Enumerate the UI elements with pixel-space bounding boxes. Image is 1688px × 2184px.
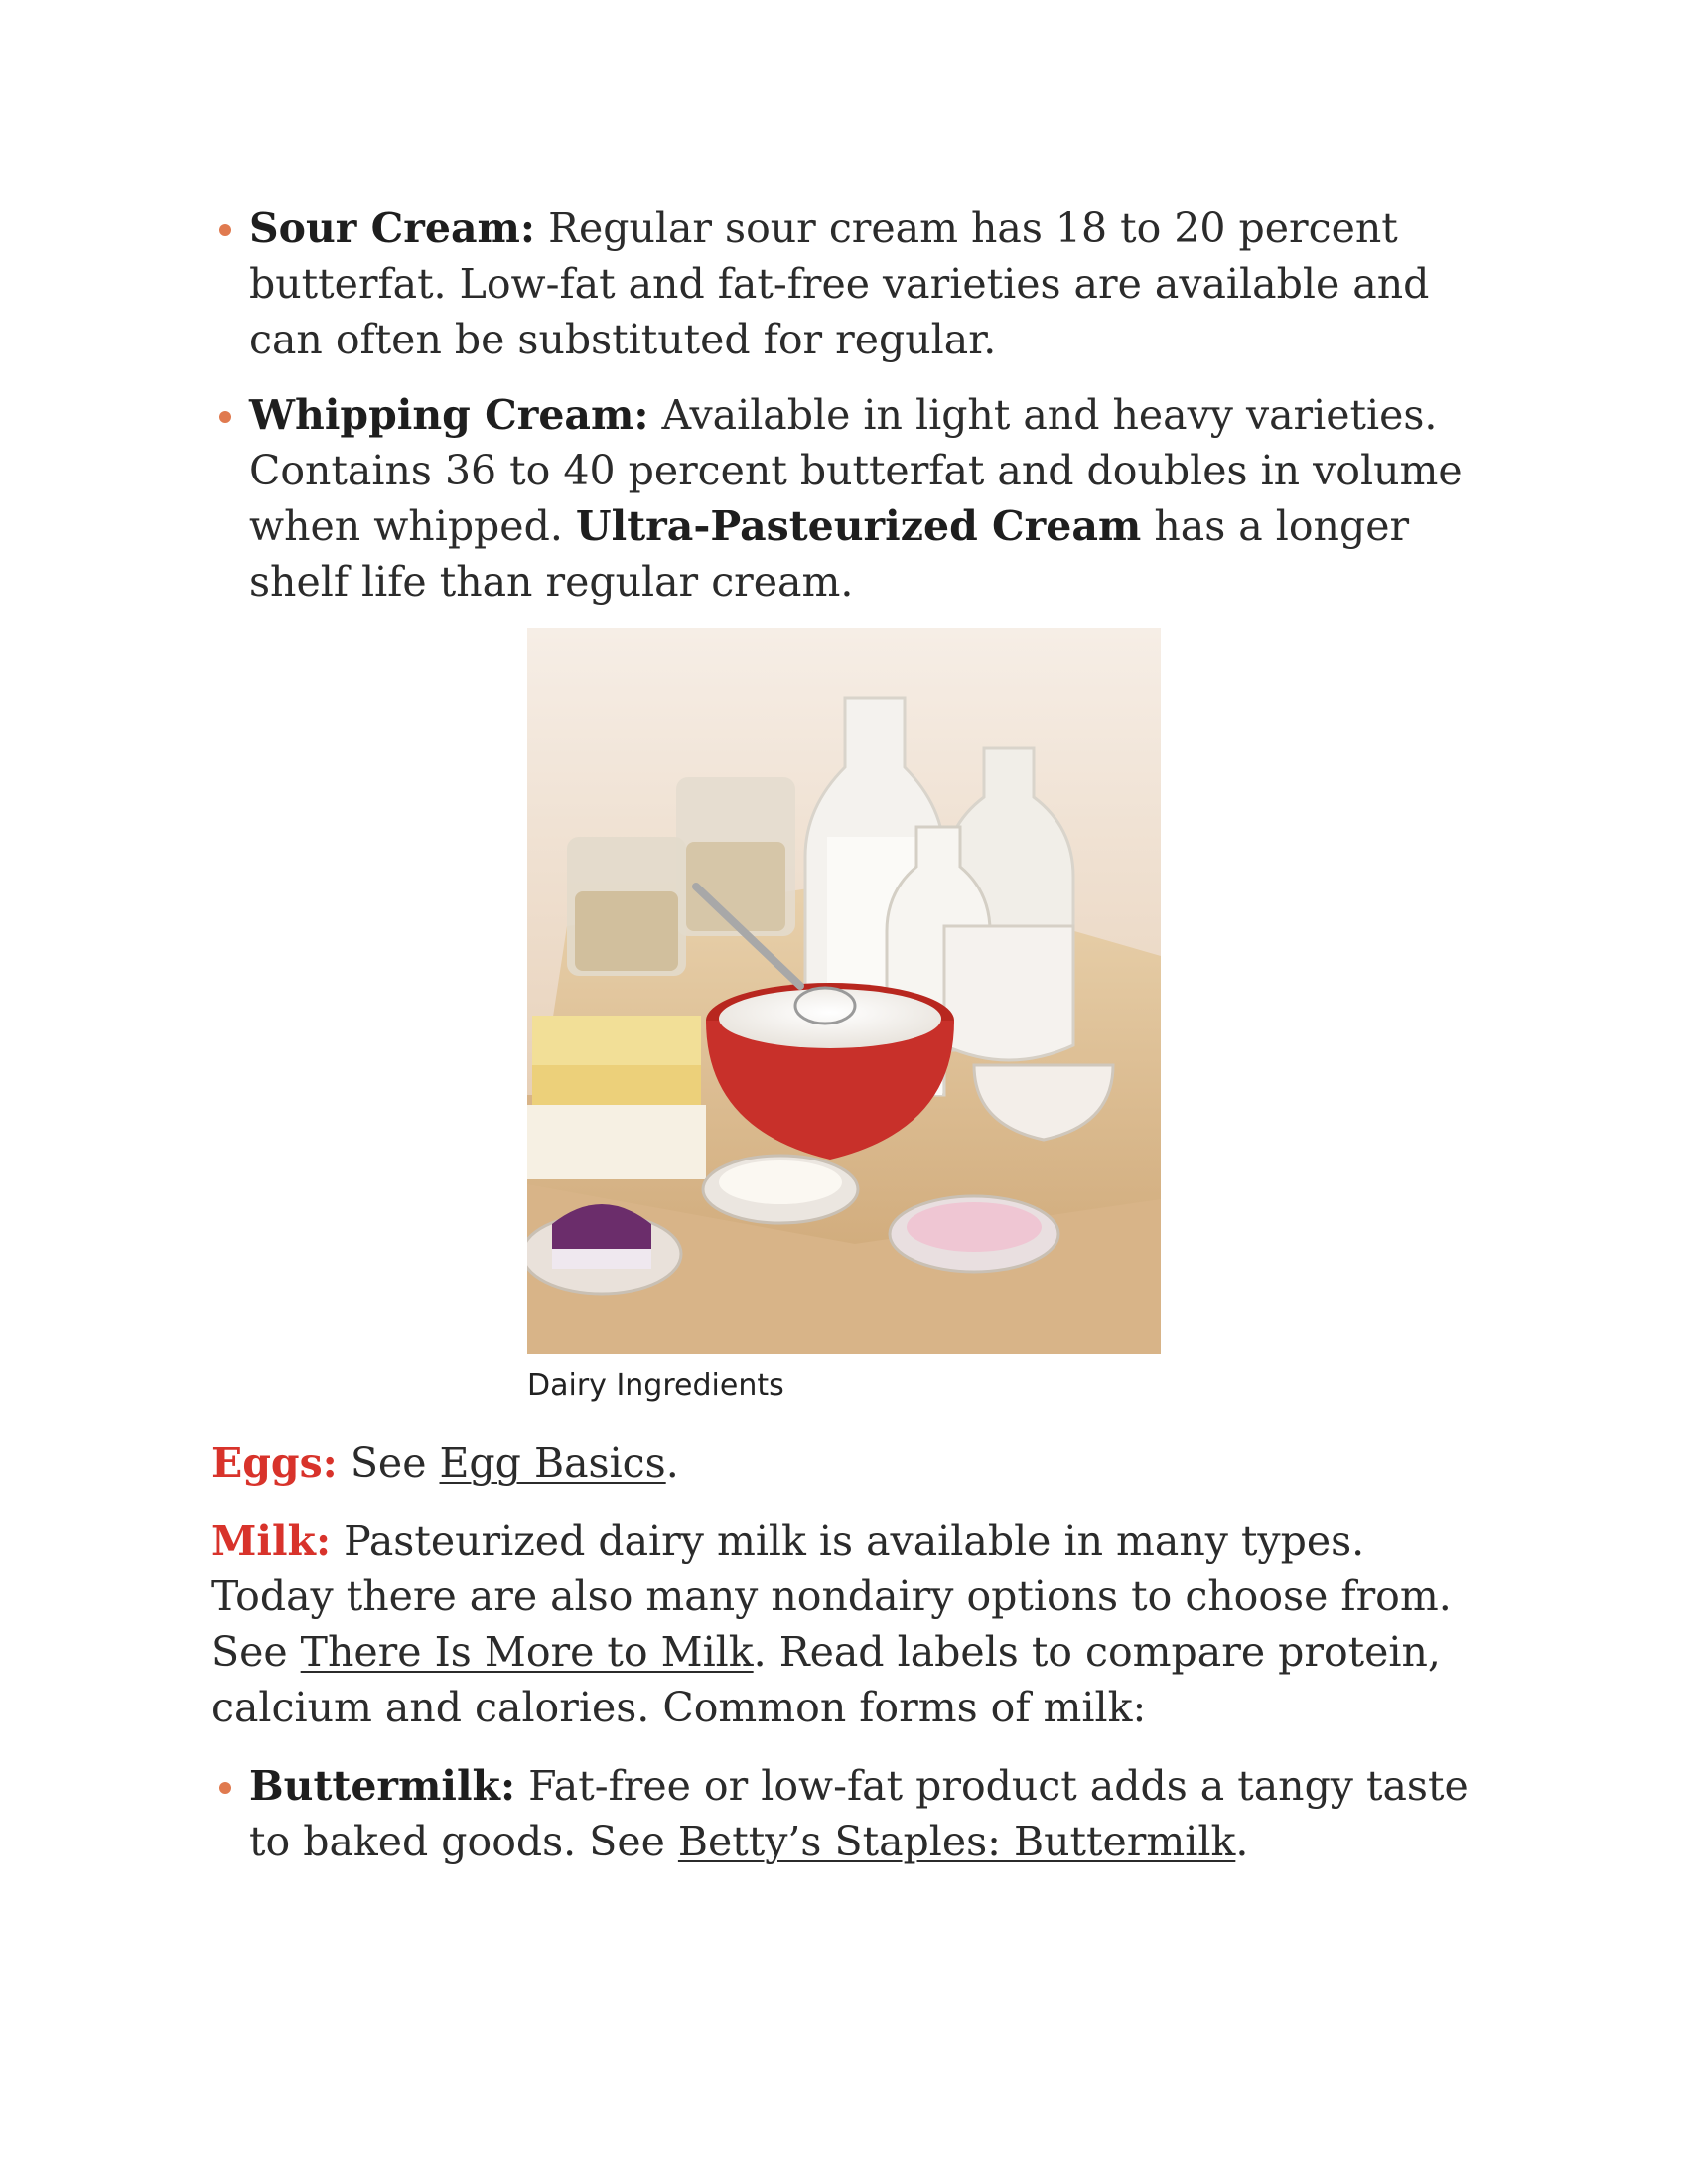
term-eggs: Eggs: xyxy=(211,1439,338,1487)
bullet-icon xyxy=(219,1782,231,1794)
term-sour-cream: Sour Cream: xyxy=(249,205,536,252)
egg-basics-link[interactable]: Egg Basics xyxy=(439,1439,666,1487)
figure-caption: Dairy Ingredients xyxy=(527,1368,784,1403)
dairy-ingredients-photo xyxy=(527,628,1161,1354)
buttermilk-end: . xyxy=(1235,1818,1249,1865)
term-whipping-cream: Whipping Cream: xyxy=(249,391,649,439)
eggs-text: See xyxy=(337,1439,440,1487)
eggs-paragraph xyxy=(211,1435,1492,1491)
list-item-sour-cream xyxy=(249,201,1500,367)
milk-text-2: . Read labels to compare protein, calcium and calories. Common forms of milk: xyxy=(211,1628,1441,1731)
list-item-whipping-cream xyxy=(249,387,1500,610)
bettys-staples-buttermilk-link[interactable]: Betty’s Staples: Buttermilk xyxy=(677,1818,1236,1865)
milk-paragraph xyxy=(211,1513,1492,1735)
term-buttermilk: Buttermilk: xyxy=(249,1762,516,1810)
bullet-icon xyxy=(219,411,231,423)
eggs-end: . xyxy=(665,1439,679,1487)
bullet-icon xyxy=(219,224,231,236)
term-milk: Milk: xyxy=(211,1517,332,1565)
whipping-cream-text: Available in light and heavy varieties. Contains 36 to 40 percent butterfat and doubles in volume when whipped. xyxy=(249,391,1463,550)
term-ultra-pasteurized-cream: Ultra-Pasteurized Cream xyxy=(575,502,1142,550)
sour-cream-text: Regular sour cream has 18 to 20 percent butterfat. Low-fat and fat-free varieties are available and can often be substituted for regular. xyxy=(249,205,1430,363)
list-item-buttermilk xyxy=(249,1758,1500,1869)
more-to-milk-link[interactable]: There Is More to Milk xyxy=(300,1628,754,1676)
milk-text: Pasteurized dairy milk is available in many types. Today there are also many nondairy options to choose from. See xyxy=(211,1517,1452,1676)
buttermilk-text: Fat-free or low-fat product adds a tangy taste to baked goods. See xyxy=(249,1762,1469,1865)
ultra-pasteurized-text: has a longer shelf life than regular cream. xyxy=(249,502,1410,606)
